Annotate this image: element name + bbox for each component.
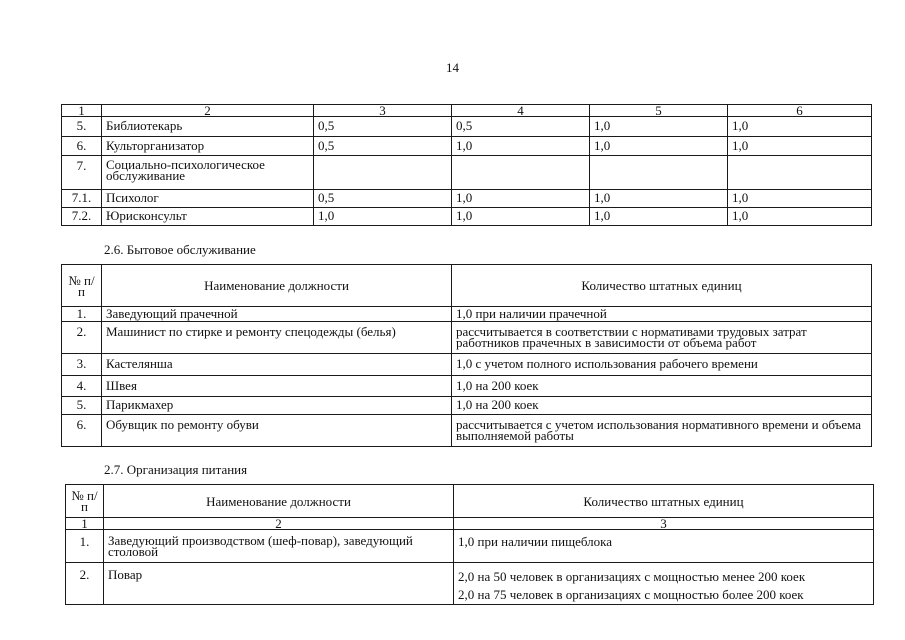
staff-value: 1,0 <box>590 190 728 208</box>
staff-quantity: рассчитывается в соответствии с нормативами трудовых затрат работников прачечных в зависимости от объема работ <box>452 322 872 354</box>
table-row <box>62 117 872 137</box>
staff-value <box>452 156 590 190</box>
row-number: 6. <box>62 137 102 156</box>
column-number: 4 <box>452 105 590 117</box>
position-name: Социально-психологическое обслуживание <box>102 156 314 190</box>
position-header: Наименование должности <box>102 265 452 307</box>
staff-quantity: 1,0 на 200 коек <box>452 397 872 415</box>
position-name: Юрисконсульт <box>102 208 314 226</box>
table-row <box>62 190 872 208</box>
staff-quantity-line: 2,0 на 75 человек в организациях с мощностью более 200 коек <box>458 587 804 602</box>
staff-quantity: 1,0 с учетом полного использования рабочего времени <box>452 354 872 376</box>
staff-quantity: 1,0 на 200 коек <box>452 376 872 397</box>
row-number: 4. <box>62 376 102 397</box>
column-number: 1 <box>66 518 104 530</box>
staff-value <box>314 156 452 190</box>
position-name: Машинист по стирке и ремонту спецодежды (белья) <box>102 322 452 354</box>
column-number: 1 <box>62 105 102 117</box>
table-header-row <box>66 485 874 518</box>
staff-value: 0,5 <box>452 117 590 137</box>
column-number: 3 <box>314 105 452 117</box>
table-row <box>62 322 872 354</box>
table-row <box>66 530 874 563</box>
quantity-header: Количество штатных единиц <box>452 265 872 307</box>
position-name: Повар <box>104 563 454 605</box>
table-row <box>66 563 874 605</box>
position-name: Библиотекарь <box>102 117 314 137</box>
staff-value: 0,5 <box>314 190 452 208</box>
staff-value: 1,0 <box>728 117 872 137</box>
row-number: 7. <box>62 156 102 190</box>
section-title-2-6: 2.6. Бытовое обслуживание <box>104 242 256 257</box>
staff-value: 1,0 <box>728 208 872 226</box>
position-name: Культорганизатор <box>102 137 314 156</box>
column-number: 6 <box>728 105 872 117</box>
table-row <box>62 376 872 397</box>
staff-value: 1,0 <box>590 117 728 137</box>
number-header: № п/п <box>62 265 102 307</box>
row-number: 5. <box>62 117 102 137</box>
staff-value: 1,0 <box>452 137 590 156</box>
staff-value: 1,0 <box>590 208 728 226</box>
row-number: 7.1. <box>62 190 102 208</box>
quantity-header: Количество штатных единиц <box>454 485 874 518</box>
staff-quantity: 1,0 при наличии прачечной <box>452 307 872 322</box>
staff-value: 0,5 <box>314 117 452 137</box>
row-number: 2. <box>62 322 102 354</box>
column-number: 5 <box>590 105 728 117</box>
staff-value: 1,0 <box>452 190 590 208</box>
staff-quantity: 1,0 при наличии пищеблока <box>454 530 874 563</box>
column-number: 2 <box>102 105 314 117</box>
staff-value: 0,5 <box>314 137 452 156</box>
column-number: 2 <box>104 518 454 530</box>
table-row <box>62 208 872 226</box>
number-header: № п/п <box>66 485 104 518</box>
table-row <box>62 137 872 156</box>
position-name: Обувщик по ремонту обуви <box>102 415 452 447</box>
table-row <box>62 397 872 415</box>
page-number: 14 <box>446 60 459 75</box>
row-number: 1. <box>62 307 102 322</box>
position-name: Заведующий производством (шеф-повар), заведующий столовой <box>104 530 454 563</box>
table-row <box>62 307 872 322</box>
position-name: Психолог <box>102 190 314 208</box>
table-header-row <box>62 265 872 307</box>
staff-value: 1,0 <box>728 137 872 156</box>
staff-value: 1,0 <box>728 190 872 208</box>
catering-table <box>65 484 874 605</box>
staff-quantity <box>454 563 874 605</box>
position-name: Швея <box>102 376 452 397</box>
table-row <box>62 156 872 190</box>
staff-value: 1,0 <box>314 208 452 226</box>
position-name: Заведующий прачечной <box>102 307 452 322</box>
row-number: 3. <box>62 354 102 376</box>
row-number: 6. <box>62 415 102 447</box>
row-number: 5. <box>62 397 102 415</box>
staff-value: 1,0 <box>452 208 590 226</box>
row-number: 1. <box>66 530 104 563</box>
table-row <box>62 415 872 447</box>
position-name: Кастелянша <box>102 354 452 376</box>
column-numbering-row <box>66 518 874 530</box>
staff-value <box>590 156 728 190</box>
staff-value <box>728 156 872 190</box>
position-name: Парикмахер <box>102 397 452 415</box>
staff-quantity-line: 2,0 на 50 человек в организациях с мощностью менее 200 коек <box>458 569 806 584</box>
column-number: 3 <box>454 518 874 530</box>
section-title-2-7: 2.7. Организация питания <box>104 462 248 477</box>
column-numbering-row <box>62 105 872 117</box>
row-number: 2. <box>66 563 104 605</box>
table-row <box>62 354 872 376</box>
staffing-table-continued <box>61 104 872 226</box>
household-service-table <box>61 264 872 447</box>
row-number: 7.2. <box>62 208 102 226</box>
position-header: Наименование должности <box>104 485 454 518</box>
staff-value: 1,0 <box>590 137 728 156</box>
staff-quantity: рассчитывается с учетом использования нормативного времени и объема выполняемой работы <box>452 415 872 447</box>
